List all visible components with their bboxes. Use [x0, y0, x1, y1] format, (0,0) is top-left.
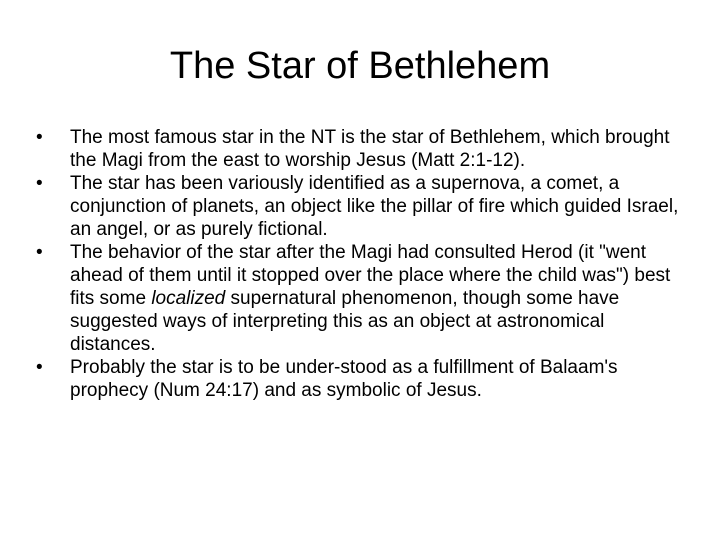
bullet-text-part: supernatural phenomenon, though some have suggested ways of interpreting this as an object at astronomical distances.: [70, 288, 620, 355]
slide-title: The Star of Bethlehem: [169, 45, 551, 87]
bullet-item: [36, 356, 686, 402]
bullet-text: The star has been variously identified as a supernova, a comet, a conjunction of planets, an object like the pillar of fire which guided Israel, an angel, or as purely fictional.: [70, 173, 679, 240]
bullet-icon: •: [36, 357, 43, 378]
bullet-item: [36, 172, 686, 241]
bullet-item: [36, 241, 686, 356]
bullet-text: [70, 242, 670, 355]
bullet-text: Probably the star is to be under-stood as a fulfillment of Balaam's prophecy (Num 24:17) and as symbolic of Jesus.: [70, 357, 618, 401]
bullet-text: The most famous star in the NT is the star of Bethlehem, which brought the Magi from the east to worship Jesus (Matt 2:1-12).: [70, 127, 670, 171]
bullet-item: [36, 126, 686, 172]
bullet-text-part: The behavior of the star after the Magi had consulted Herod (it "went ahead of them until it stopped over the place where the child was") best fits some: [70, 242, 671, 309]
bullet-icon: •: [36, 173, 43, 194]
bullet-icon: •: [36, 242, 43, 263]
bullet-text-italic: localized: [151, 288, 226, 309]
bullet-icon: •: [36, 127, 43, 148]
bullet-list: [36, 126, 686, 402]
